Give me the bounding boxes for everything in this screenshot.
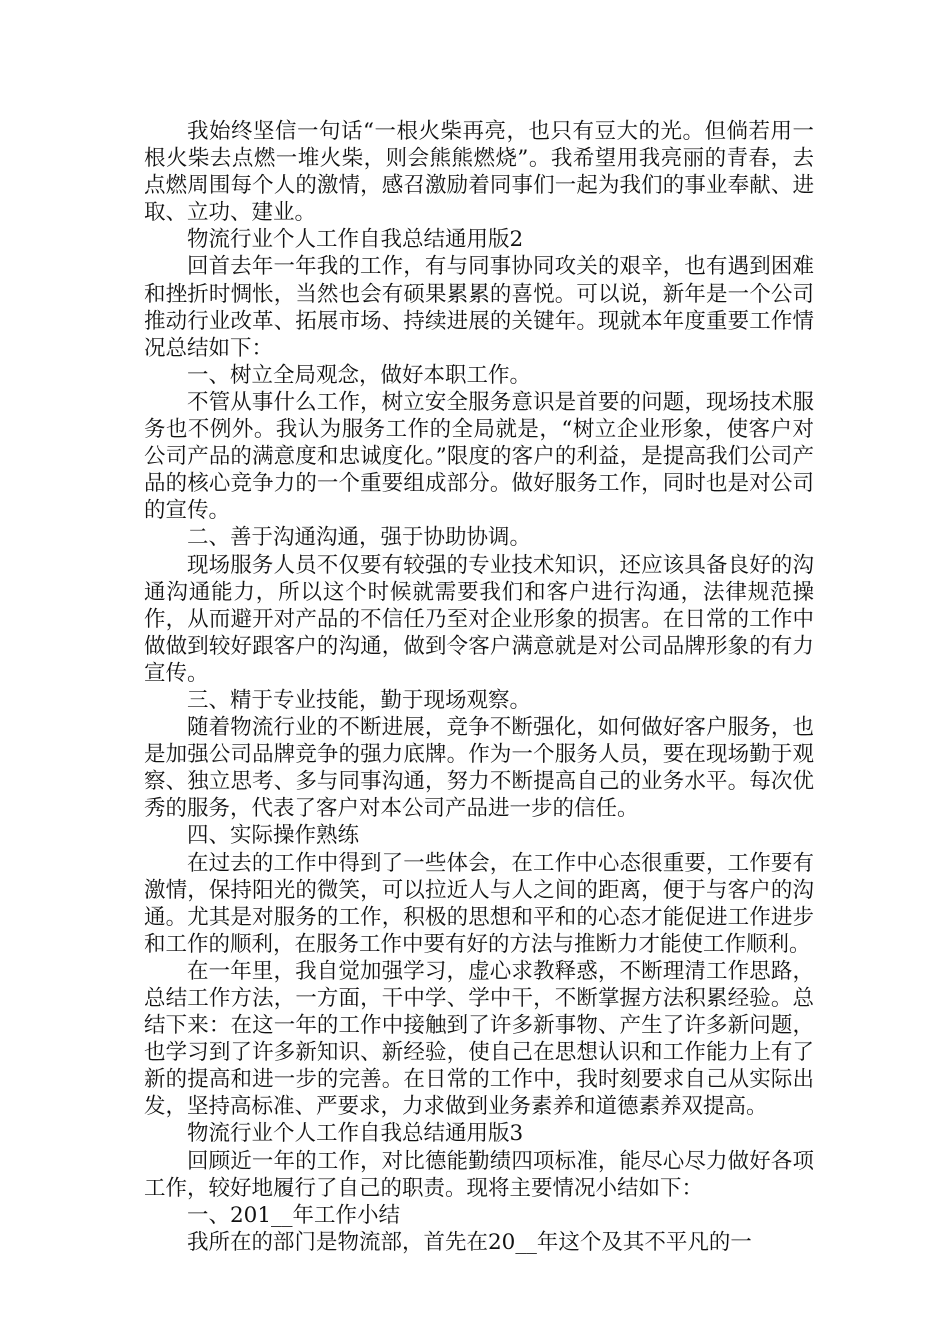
paragraph-work-experience: 在过去的工作中得到了一些体会，在工作中心态很重要，工作要有激情，保持阳光的微笑，可以拉近人与人之间的距离，便于与客户的沟通。尤其是对服务的工作，积极的思想和平和的心态才能促进工作进步和工作的顺利，在服务工作中要有好的方法与推断力才能使工作顺利。: [144, 850, 814, 957]
heading-professional-skills: 三、精于专业技能，勤于现场观察。: [187, 687, 532, 713]
section-title-version-2: 物流行业个人工作自我总结通用版2: [187, 227, 524, 253]
paragraph-review-near-year: 回顾近一年的工作，对比德能勤绩四项标准，能尽心尽力做好各项工作，较好地履行了自己的职责。现将主要情况小结如下：: [144, 1148, 814, 1201]
heading-work-summary: 一、201__年工作小结: [187, 1202, 401, 1228]
heading-communication: 二、善于沟通沟通，强于协助协调。: [187, 525, 532, 551]
document-page: [144, 118, 814, 1256]
paragraph-logistics-department: 我所在的部门是物流部，首先在20__年这个及其不平凡的一: [187, 1229, 752, 1255]
paragraph-field-service-staff: 现场服务人员不仅要有较强的专业技术知识，还应该具备良好的沟通沟通能力，所以这个时候就需要我们和客户进行沟通，法律规范操作，从而避开对产品的不信任乃至对企业形象的损害。在日常的工作中做做到较好跟客户的沟通，做到令客户满意就是对公司品牌形象的有力宣传。: [144, 552, 814, 686]
paragraph-review-last-year: 回首去年一年我的工作，有与同事协同攻关的艰辛，也有遇到困难和挫折时惆怅，当然也会有硕果累累的喜悦。可以说，新年是一个公司推动行业改革、拓展市场、持续进展的关键年。现就本年度重要工作情况总结如下：: [144, 254, 814, 361]
paragraph-service-awareness: 不管从事什么工作，树立安全服务意识是首要的问题，现场技术服务也不例外。我认为服务工作的全局就是，“树立企业形象，使客户对公司产品的满意度和忠诚度化。”限度的客户的利益，是提高我们公司产品的核心竞争力的一个重要组成部分。做好服务工作，同时也是对公司的宣传。: [144, 389, 814, 524]
paragraph-self-study: 在一年里，我自觉加强学习，虚心求教释惑，不断理清工作思路，总结工作方法，一方面，干中学、学中干，不断掌握方法积累经验。总结下来：在这一年的工作中接触到了许多新事物、产生了许多新问题，也学习到了许多新知识、新经验，使自己在思想认识和工作能力上有了新的提高和进一步的完善。在日常的工作中，我时刻要求自己从实际出发，坚持高标准、严要求，力求做到业务素养和道德素养双提高。: [144, 958, 814, 1120]
paragraph-firefly-belief: 我始终坚信一句话“一根火柴再亮，也只有豆大的光。但倘若用一根火柴去点燃一堆火柴，则会熊熊燃烧”。我希望用我亮丽的青春，去点燃周围每个人的激情，感召激励着同事们一起为我们的事业奉献、进取、立功、建业。: [144, 119, 814, 226]
heading-practical-operation: 四、实际操作熟练: [187, 823, 360, 849]
section-title-version-3: 物流行业个人工作自我总结通用版3: [187, 1121, 524, 1147]
paragraph-logistics-competition: 随着物流行业的不断进展，竞争不断强化，如何做好客户服务，也是加强公司品牌竞争的强力底牌。作为一个服务人员，要在现场勤于观察、独立思考、多与同事沟通，努力不断提高自己的业务水平。每次优秀的服务，代表了客户对本公司产品进一步的信任。: [144, 715, 814, 822]
heading-overall-view: 一、树立全局观念，做好本职工作。: [187, 362, 532, 388]
